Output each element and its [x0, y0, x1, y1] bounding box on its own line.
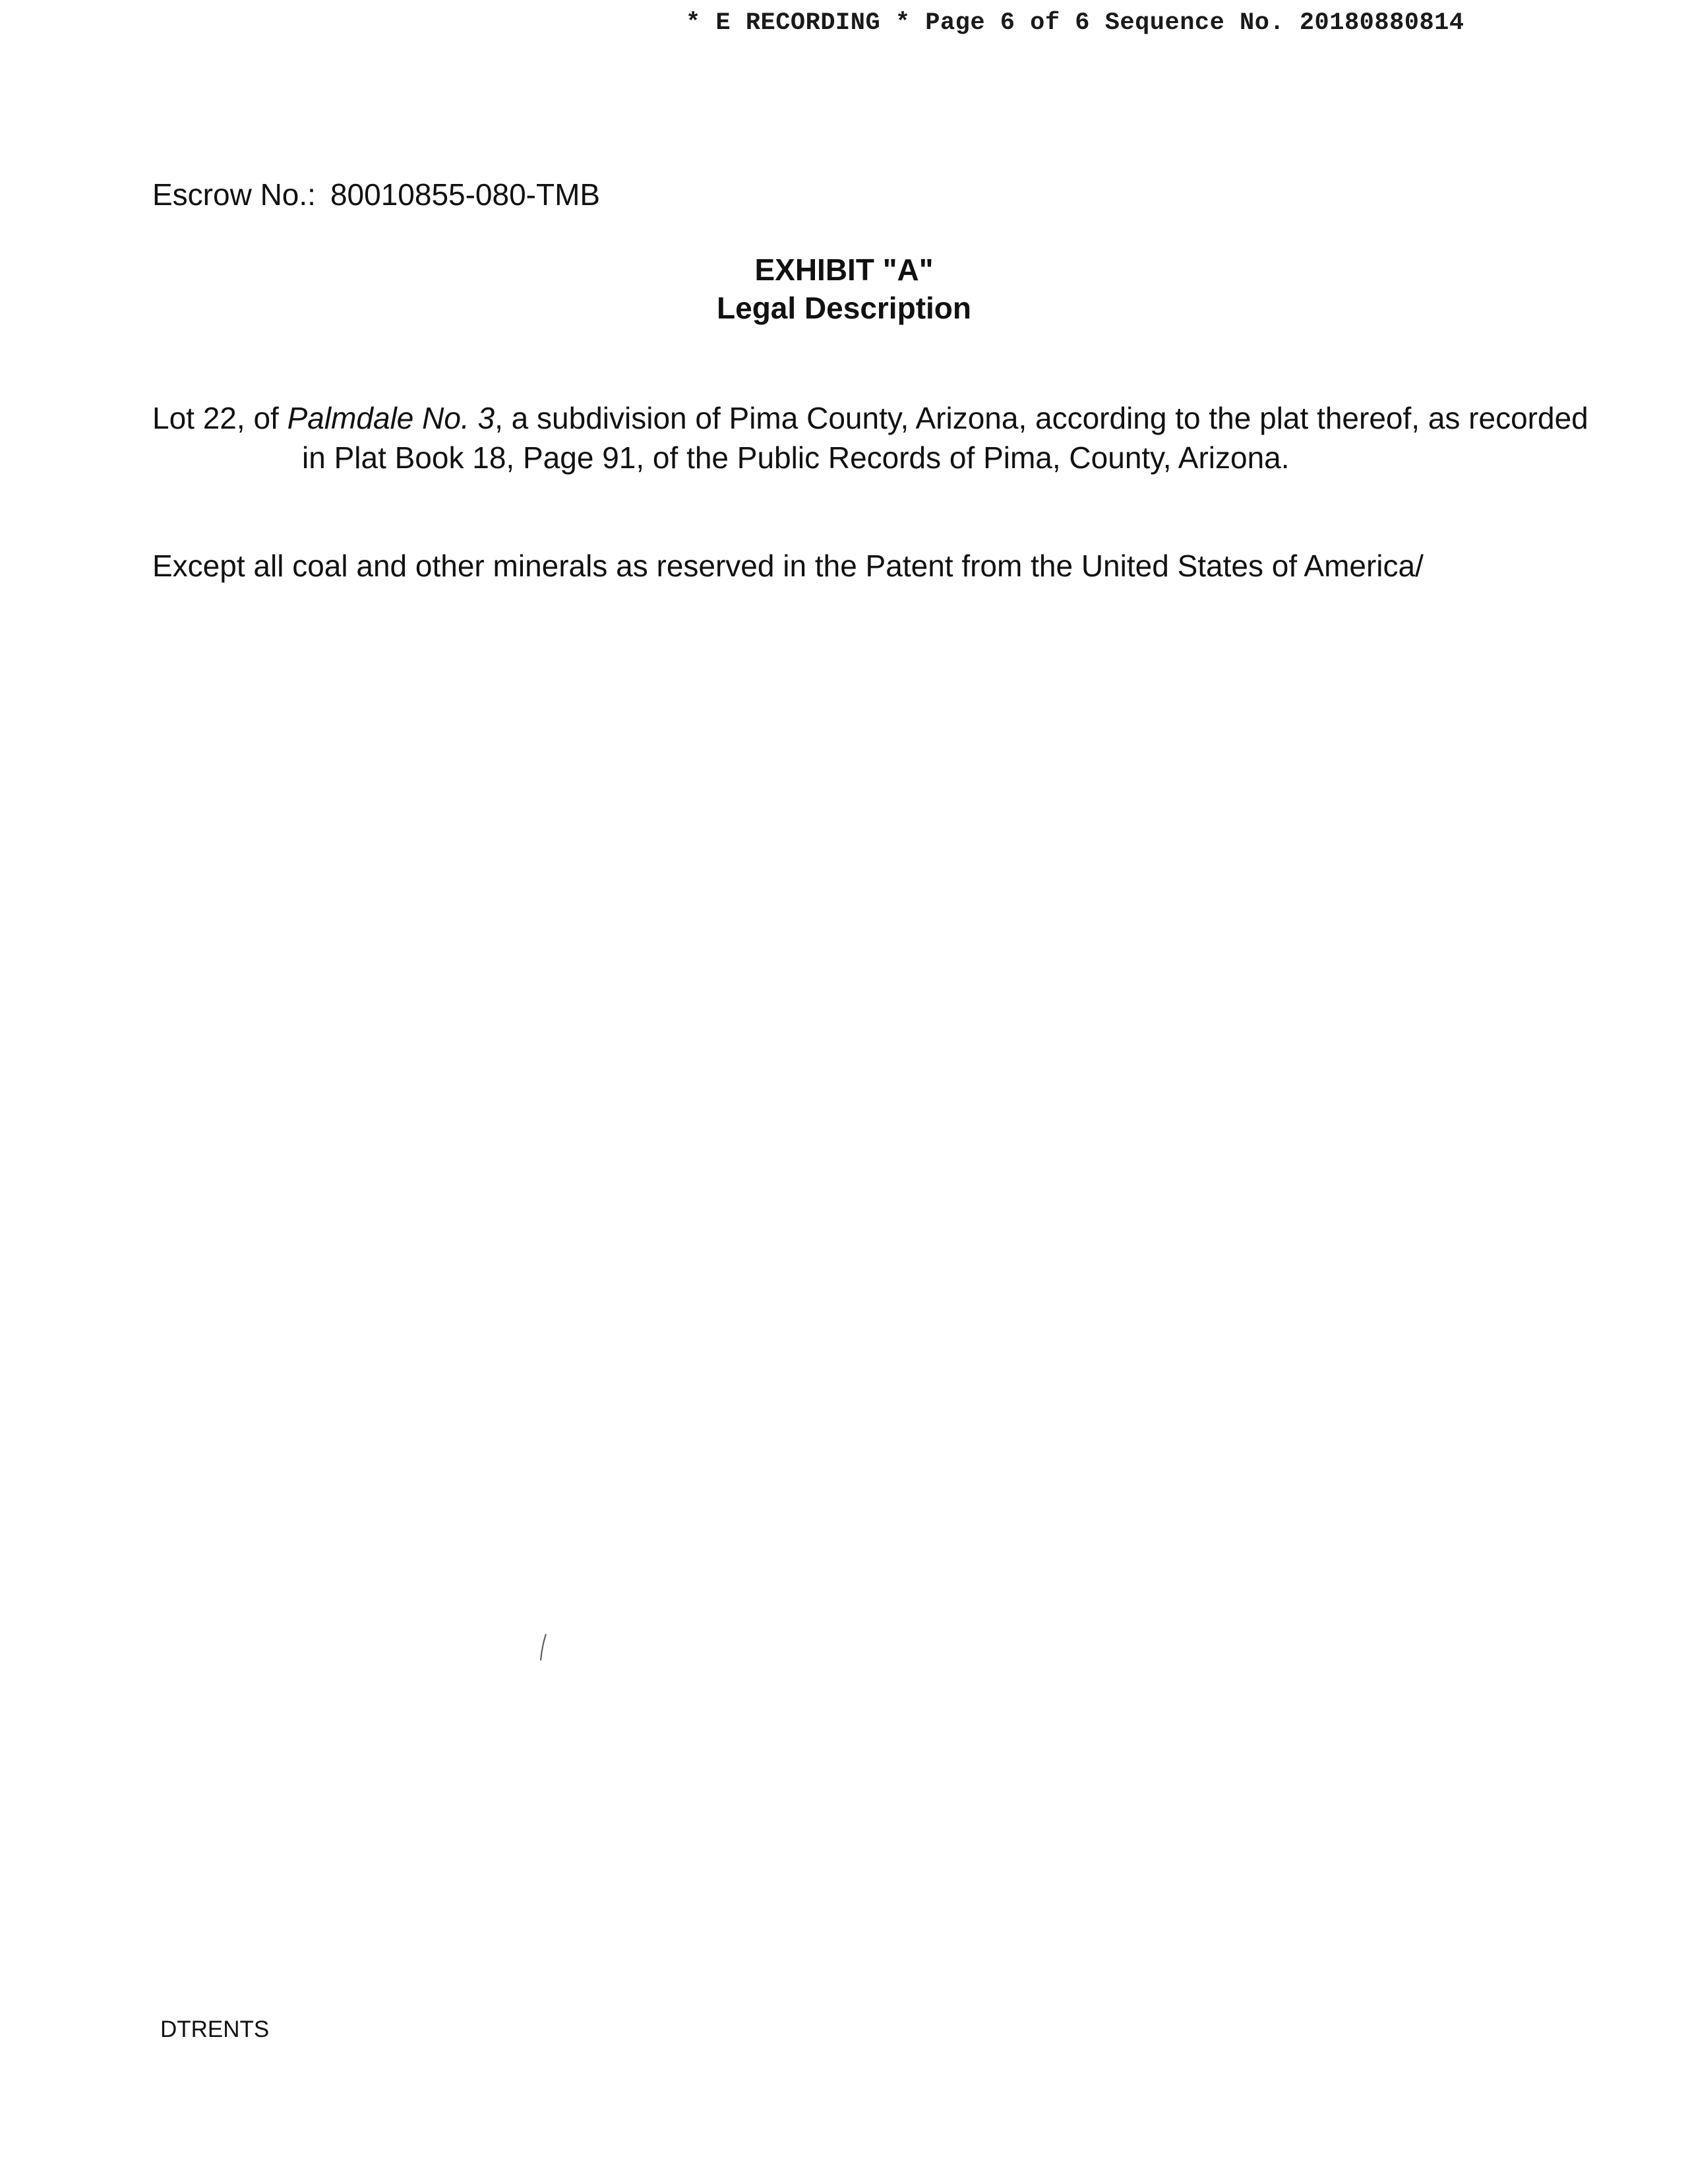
legal-rest: , a subdivision of Pima County, Arizona, according to the plat thereof, as recorded in Plat Book 18, Page 91, of the Public Records of Pima, County, Arizona. [302, 401, 1588, 475]
mineral-exception: Except all coal and other minerals as reserved in the Patent from the United States of America/ [152, 549, 1424, 583]
recording-header: * E RECORDING * Page 6 of 6 Sequence No. 20180880814 [686, 9, 1464, 37]
legal-lead: Lot 22, of [152, 401, 287, 435]
legal-description [152, 398, 1603, 477]
escrow-number [152, 177, 600, 212]
footer-code: DTRENTS [160, 2017, 270, 2042]
exhibit-title: EXHIBIT "A" [754, 253, 934, 287]
escrow-value: 80010855-080-TMB [330, 177, 601, 212]
exhibit-heading [0, 251, 1688, 327]
subdivision-name: Palmdale No. 3 [287, 401, 495, 435]
escrow-label: Escrow No.: [152, 177, 316, 212]
stray-pen-mark [537, 1631, 557, 1663]
exhibit-subtitle: Legal Description [717, 291, 971, 325]
legal-description-paragraph [152, 398, 1603, 477]
